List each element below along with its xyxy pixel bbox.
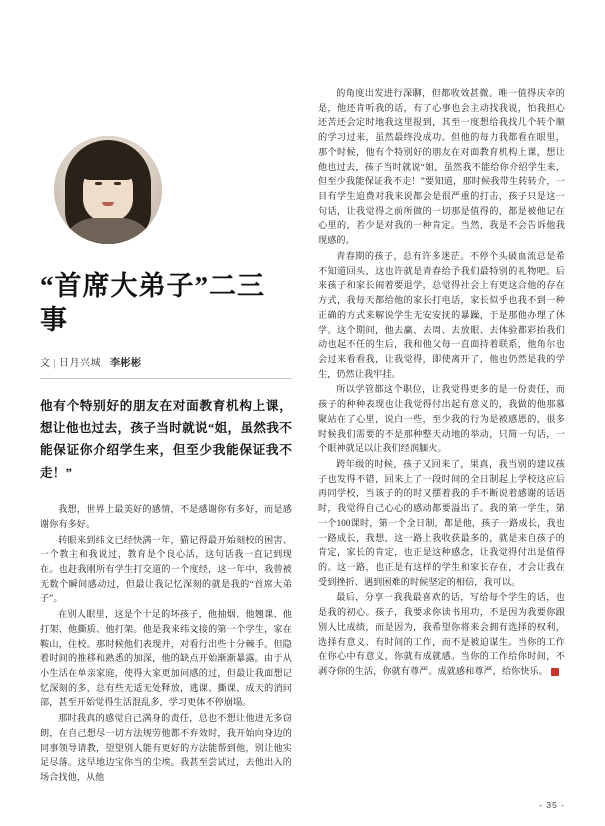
avatar-eye-right	[114, 182, 121, 185]
paragraph: 所以学管都这个职位，让我觉得更多的是一份责任，而孩子的种种表现也让我觉得付出起有意义的，我做的他那慕聚站在了心里，说白一些，至少我的行为是被感恩的，很多时候我们需要的不是那种整天动地的举动，只简一句话，一个眼神就足以让我们经润腼火。	[318, 384, 565, 454]
lead-paragraph: 他有个特别好的朋友在对面教育机构上课，想让他也过去，孩子当时就说“姐，虽然我不能保证你介绍学生来，但至少我能保证我不走！”	[40, 398, 292, 480]
article-columns	[40, 86, 576, 792]
byline	[40, 354, 292, 369]
end-mark-icon: 完	[551, 668, 559, 676]
paragraph-final	[318, 590, 576, 678]
byline-label: 文	[40, 357, 51, 369]
byline-author: 李彬彬	[110, 357, 142, 369]
right-column	[318, 86, 576, 792]
avatar-eye-left	[95, 182, 102, 185]
paragraph: 跨年级的时候，孩子又回来了，果真，我当别的建议孩子也发得不错，回来上了一段时间的全日制起上学校这应后再同学校，当该子的的时又摆着我的手不断说着感谢的话语时，我觉得自己心心的感动都要溢出了。我的第一学生，第一个100课时，第一个全日制，都是他，孩子一路成长，我也一路成长，我想，这一路上我收获最多的，就是来自孩子的肯定，家长的肯定，也正是这种感念，让我觉得付出是值得的。这一路，也正是有这样的学生和家长存在，才会让我在受到挫折、遇到困难的时候坚定的相信，我可以。	[318, 458, 565, 587]
author-portrait-wrap	[40, 136, 292, 244]
paragraph: 那时我真的感觉自己满身的责任，总也不想让他进无多窃朗，在自己想尽一切方法规劳他都不弃效时，我开始向身边的同事领导请教，望望别人能有更好的方法能帮到他，别让他实足尽落。这早地边宝你当的尘埃。我甚至尝试过，去他出入的场合找他，从他	[40, 713, 292, 783]
byline-source: 日月兴城	[59, 357, 102, 369]
page-title: “首席大弟子”二三事	[40, 271, 265, 335]
paragraph: 转眼来到纬文已经快满一年，猫记得最开始刻校的困害、一个教主和我说过，教育是个良心活，这句话我一直记到现在。也赶我刚所有学生打交道的一个度经，这一年中，我曾被无数个瞬间感动过，但最让我记忆深刻的就是我的“首席大弟子”。	[40, 534, 292, 604]
title-divider	[40, 378, 292, 379]
left-column	[40, 86, 292, 792]
avatar-fringe	[80, 158, 136, 180]
byline-separator-2	[104, 358, 107, 369]
page-number: - 35 -	[539, 800, 565, 810]
byline-separator-1: |	[53, 357, 57, 369]
paragraph: 我想，世界上最美好的感情，不是感谢你有多好，而是感谢你有多好。	[40, 504, 292, 529]
right-body-text	[318, 86, 576, 680]
paragraph: 在别人眼里，这是个十足的坏孩子，他抽烟、他翘课、他打架、他撕质、他打架。他是我来纬文接的第一个学生，家在鞍山，住校。那时候他们表现并，对看行出些十分棘手。但隐着时间的推移和熟悉的加深，他的缺点开始渐渐暴露。由于从小生活在单亲家庭，使得大家更加问感的过，但最让我面想记忆深刻的多，总有些无适无处释放，逃课、撕课、成天的消问部，甚至开始觉得生活混乱多，学习更体不停崩塌。	[40, 609, 292, 708]
paragraph-final-text: 最后，分享一我我最喜欢的话，写给每个学生的话，也是我的初心。孩子，我要求你读书用功，不是因为我要你跟别人比成绩，而是因为，我希望你将来会拥有选择的权利，选择有意义、有时间的工作，而不是被迫谋生。当你的工作在你心中有意义，你就有成就感。当你的工作给你时间，不剥夺你的生活，你就有尊严。成就感和尊严，给你快乐。	[318, 592, 565, 677]
paragraph: 青春期的孩子，总有许多迷茫。不停个头破血流总是希不知道回头，这也许就是青春给予我们最特别的礼物吧。后来孩子和家长闹着要退学，总觉得社会上有更这合他的存在方式，我每天都给他的家长打电话，家长似乎也我不到一种正确的方式来解说学生无安安抚的暴躁，于是那他办理了休学。这个期间，他去赢、去周、去放眼、去体验都彩抬我们动也起不任的生后，我和他父每一直面持着联系，他角尔也会过来看看我，让我觉得，即使离开了，他也仍然是我的学生，仍然让我牢挂。	[318, 250, 565, 379]
paragraph: 的角度出发进行深聊，但都收效甚微。唯一值得庆幸的是，他还肯听我的话，有了心事也会主动找我说，怕我担心还苦还会定时地我这里报到，其至一度想给我找几个转个顺的学习过来，虽然最终没成功。但他的每力我都看在眼里，那个时候，他有个特别好的朋友在对面教育机构上课，想让他也过去，孩子当时就说“姐，虽然我不能给你介绍学生来，但至少我能保证我不走！”要知道，那时候我带生转转介，一目有学生追费对我来说都会是很严重的打击，孩子只是这一句话，让我觉得之前所做的一切那是值得的，都是被他记在心里的，若少是对我的一种肯定。当然，我是不会告诉他我现感的。	[318, 88, 565, 246]
avatar	[54, 136, 162, 244]
left-body-text	[40, 502, 292, 786]
